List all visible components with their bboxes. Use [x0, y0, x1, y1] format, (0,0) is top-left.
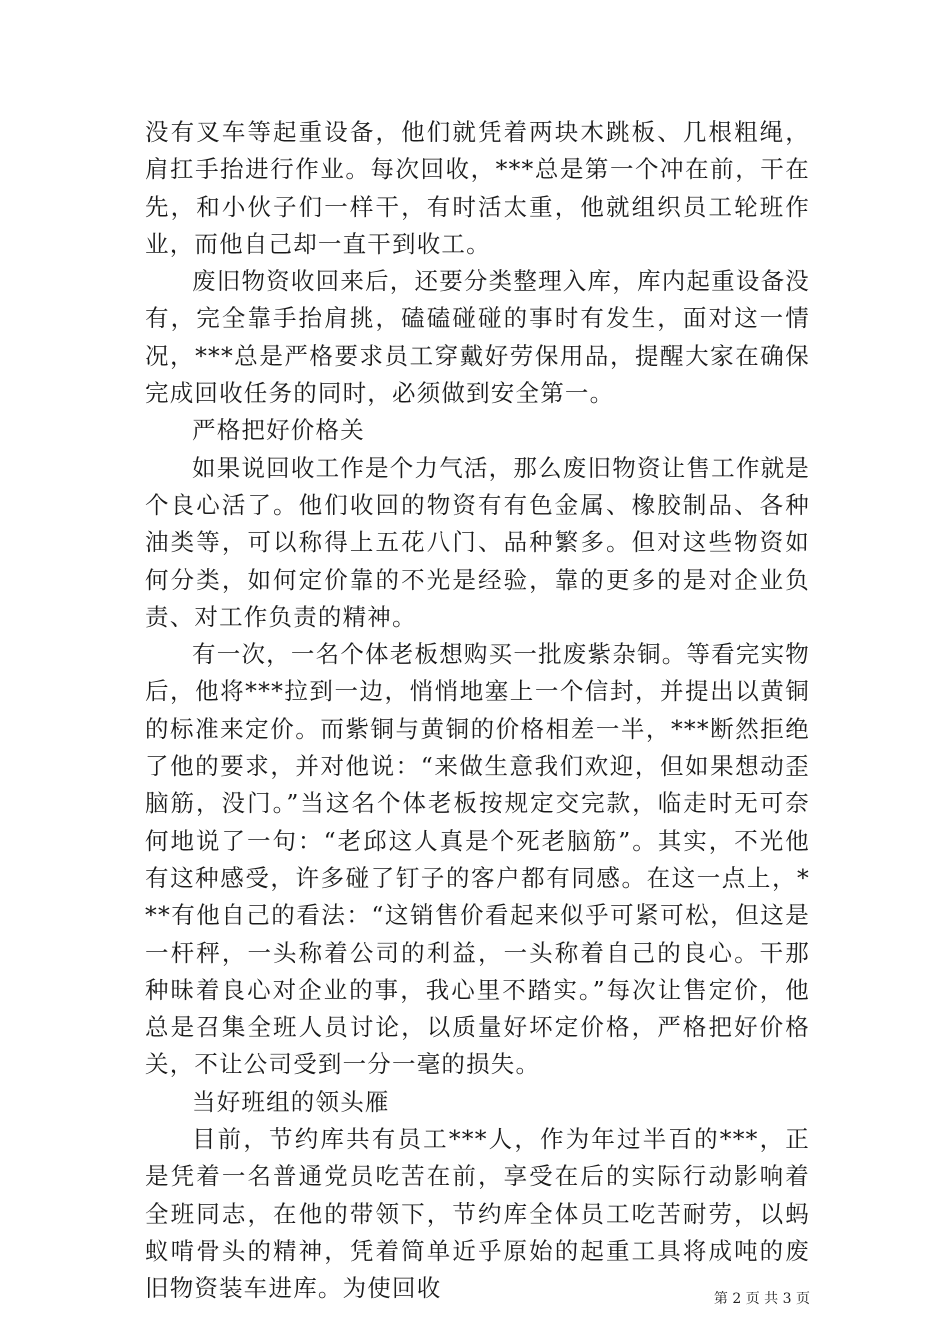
- document-body: [145, 114, 810, 1308]
- paragraph-2: 废旧物资收回来后，还要分类整理入库，库内起重设备没有，完全靠手抬肩挑，磕磕碰碰的事时有发生，面对这一情况，***总是严格要求员工穿戴好劳保用品，提醒大家在确保完成回收任务的同时，必须做到安全第一。: [145, 267, 810, 408]
- paragraph-4: 有一次，一名个体老板想购买一批废紫杂铜。等看完实物后，他将***拉到一边，悄悄地塞上一个信封，并提出以黄铜的标准来定价。而紫铜与黄铜的价格相差一半，***断然拒绝了他的要求，并对他说：“来做生意我们欢迎，但如果想动歪脑筋，没门。”当这名个体老板按规定交完款，临走时无可奈何地说了一句：“老邱这人真是个死老脑筋”。其实，不光他有这种感受，许多碰了钉子的客户都有同感。在这一点上，***有他自己的看法：“这销售价看起来似乎可紧可松，但这是一杆秤，一头称着公司的利益，一头称着自己的良心。干那种昧着良心对企业的事，我心里不踏实。”每次让售定价，他总是召集全班人员讨论，以质量好坏定价格，严格把好价格关，不让公司受到一分一毫的损失。: [145, 640, 810, 1079]
- section-heading-price: 严格把好价格关: [192, 416, 365, 445]
- paragraph-3: 如果说回收工作是个力气活，那么废旧物资让售工作就是个良心活了。他们收回的物资有有色金属、橡胶制品、各种油类等，可以称得上五花八门、品种繁多。但对这些物资如何分类，如何定价靠的不光是经验，靠的更多的是对企业负责、对工作负责的精神。: [145, 453, 810, 631]
- paragraph-5: 目前，节约库共有员工***人，作为年过半百的***，正是凭着一名普通党员吃苦在前，享受在后的实际行动影响着全班同志，在他的带领下，节约库全体员工吃苦耐劳，以蚂蚁啃骨头的精神，凭着简单近乎原始的起重工具将成吨的废旧物资装车进库。为使回收: [145, 1125, 810, 1303]
- section-heading-leader: 当好班组的领头雁: [192, 1087, 390, 1116]
- paragraph-1: 没有叉车等起重设备，他们就凭着两块木跳板、几根粗绳，肩扛手抬进行作业。每次回收，***总是第一个冲在前，干在先，和小伙子们一样干，有时活太重，他就组织员工轮班作业，而他自己却一直干到收工。: [145, 118, 810, 258]
- page-number: 第 2 页 共 3 页: [713, 1291, 810, 1307]
